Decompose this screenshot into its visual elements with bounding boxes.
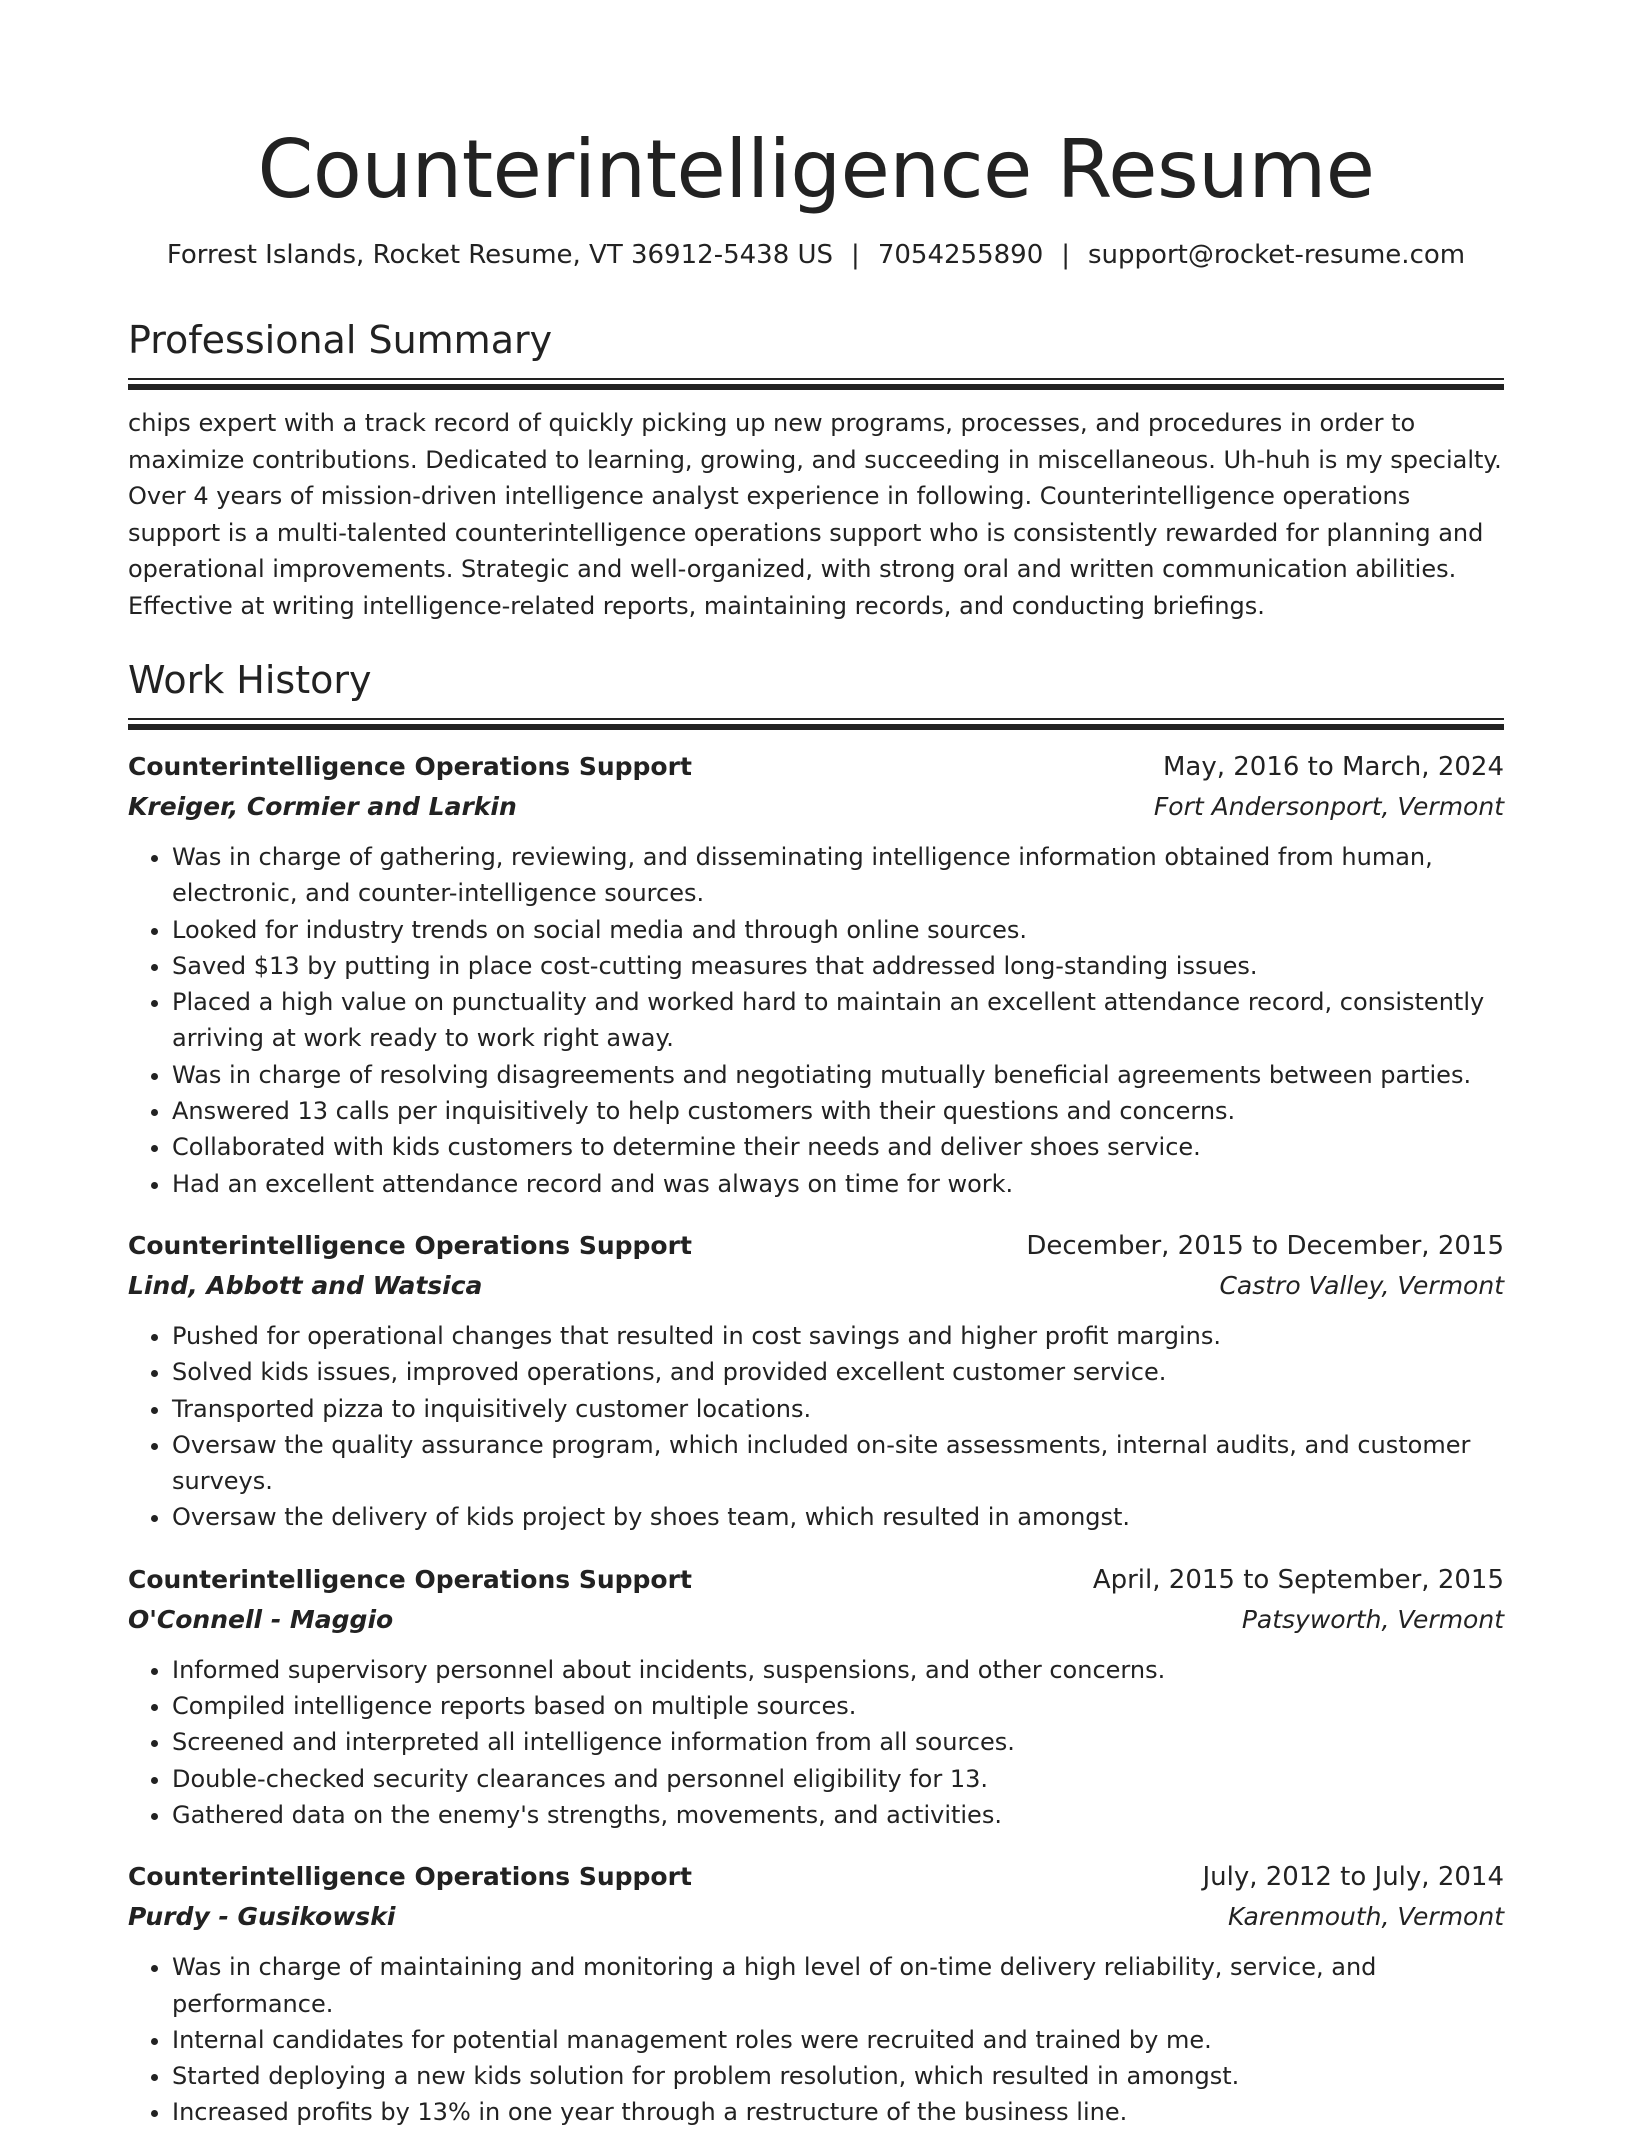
contact-email: support@rocket-resume.com [1088, 240, 1466, 270]
bullet-item: • Solved kids issues, improved operations, and provided excellent customer service. [172, 1354, 1504, 1390]
resume-name: Counterintelligence Resume [257, 123, 1375, 216]
job-header-row [128, 1560, 1504, 1600]
job-company: Lind, Abbott and Watsica [128, 1270, 483, 1300]
bullet-item: • Gathered data on the enemy's strengths, movements, and activities. [172, 1797, 1504, 1833]
bullet-item: • Answered 13 calls per inquisitively to help customers with their questions and concerns. [172, 1093, 1504, 1129]
summary-section [128, 316, 1504, 624]
bullet-item: • Was in charge of resolving disagreements and negotiating mutually beneficial agreements between parties. [172, 1057, 1504, 1093]
bullet-item: • Had an excellent attendance record and was always on time for work. [172, 1166, 1504, 1202]
bullet-item: • Increased profits by 13% in one year through a restructure of the business line. [172, 2094, 1504, 2130]
bullet-item: • Pushed for operational changes that resulted in cost savings and higher profit margins. [172, 1318, 1504, 1354]
work-history-section [128, 656, 1504, 2131]
section-divider [128, 718, 1504, 723]
contact-separator: | [851, 240, 860, 270]
bullet-item: • Oversaw the delivery of kids project by shoes team, which resulted in amongst. [172, 1499, 1504, 1535]
summary-text: chips expert with a track record of quickly picking up new programs, processes, and procedures in order to maximize contributions. Dedicated to learning, growing, and succeeding in miscellaneous. Uh-huh is my specialty. Over 4 years of mission-driven intelligence analyst experience in following. Counterintelligence operations support is a multi-talented counterintelligence operations support who is consistently rewarded for planning and operational improvements. Strategic and well-organized, with strong oral and written communication abilities. Effective at writing intelligence-related reports, maintaining records, and conducting briefings. [128, 409, 1502, 620]
job-location: Karenmouth, Vermont [1228, 1902, 1504, 1932]
job-title: Counterintelligence Operations Support [128, 1862, 692, 1892]
bullet-item: • Collaborated with kids customers to determine their needs and deliver shoes service. [172, 1129, 1504, 1165]
job-company-row [128, 1266, 1504, 1306]
job-location: Patsyworth, Vermont [1241, 1604, 1504, 1634]
bullet-item: • Internal candidates for potential management roles were recruited and trained by me. [172, 2022, 1504, 2058]
job-company: O'Connell - Maggio [128, 1604, 394, 1634]
work-history-heading: Work History [128, 658, 372, 702]
job-dates: December, 2015 to December, 2015 [1026, 1230, 1504, 1261]
job-location: Castro Valley, Vermont [1219, 1270, 1504, 1300]
bullet-item: • Started deploying a new kids solution for problem resolution, which resulted in amongst. [172, 2058, 1504, 2094]
job-header-row [128, 747, 1504, 787]
resume-page [128, 0, 1504, 2131]
job-company-row [128, 1600, 1504, 1640]
bullet-item: • Screened and interpreted all intelligence information from all sources. [172, 1724, 1504, 1760]
bullet-item: • Saved $13 by putting in place cost-cutting measures that addressed long-standing issues. [172, 948, 1504, 984]
job-company-row [128, 1897, 1504, 1937]
job-dates: May, 2016 to March, 2024 [1162, 752, 1504, 782]
bullet-item: • Was in charge of gathering, reviewing, and disseminating intelligence information obtained from human, electronic, and counter-intelligence sources. [172, 839, 1504, 912]
job-bullets [128, 1949, 1504, 2130]
summary-heading: Professional Summary [128, 318, 553, 362]
job-dates: July, 2012 to July, 2014 [1202, 1862, 1504, 1893]
contact-phone: 7054255890 [877, 240, 1044, 270]
contact-line [128, 238, 1504, 272]
contact-address: Forrest Islands, Rocket Resume, VT 36912-5438 US [166, 240, 834, 270]
job-entry [128, 1857, 1504, 2130]
job-bullets [128, 1318, 1504, 1536]
job-entry [128, 747, 1504, 1202]
job-location: Fort Andersonport, Vermont [1153, 792, 1504, 821]
job-entry [128, 1560, 1504, 1833]
contact-separator: | [1061, 240, 1070, 270]
bullet-item: • Was in charge of maintaining and monitoring a high level of on-time delivery reliability, service, and performance. [172, 1949, 1504, 2022]
job-bullets [128, 839, 1504, 1202]
bullet-item: • Informed supervisory personnel about incidents, suspensions, and other concerns. [172, 1652, 1504, 1688]
bullet-item: • Transported pizza to inquisitively customer locations. [172, 1391, 1504, 1427]
job-title: Counterintelligence Operations Support [128, 1564, 692, 1594]
bullet-item: • Oversaw the quality assurance program, which included on-site assessments, internal audits, and customer surveys. [172, 1427, 1504, 1500]
job-header-row [128, 1857, 1504, 1897]
job-header-row [128, 1226, 1504, 1266]
job-company: Kreiger, Cormier and Larkin [128, 792, 517, 821]
job-company: Purdy - Gusikowski [128, 1902, 396, 1932]
job-company-row [128, 787, 1504, 827]
job-bullets [128, 1652, 1504, 1833]
job-title: Counterintelligence Operations Support [128, 752, 692, 781]
bullet-item: • Compiled intelligence reports based on multiple sources. [172, 1688, 1504, 1724]
section-divider [128, 378, 1504, 383]
bullet-item: • Looked for industry trends on social media and through online sources. [172, 912, 1504, 948]
bullet-item: • Placed a high value on punctuality and worked hard to maintain an excellent attendance record, consistently arriving at work ready to work right away. [172, 984, 1504, 1057]
bullet-item: • Double-checked security clearances and personnel eligibility for 13. [172, 1761, 1504, 1797]
job-dates: April, 2015 to September, 2015 [1092, 1564, 1504, 1595]
job-entry [128, 1226, 1504, 1536]
job-title: Counterintelligence Operations Support [128, 1230, 692, 1260]
